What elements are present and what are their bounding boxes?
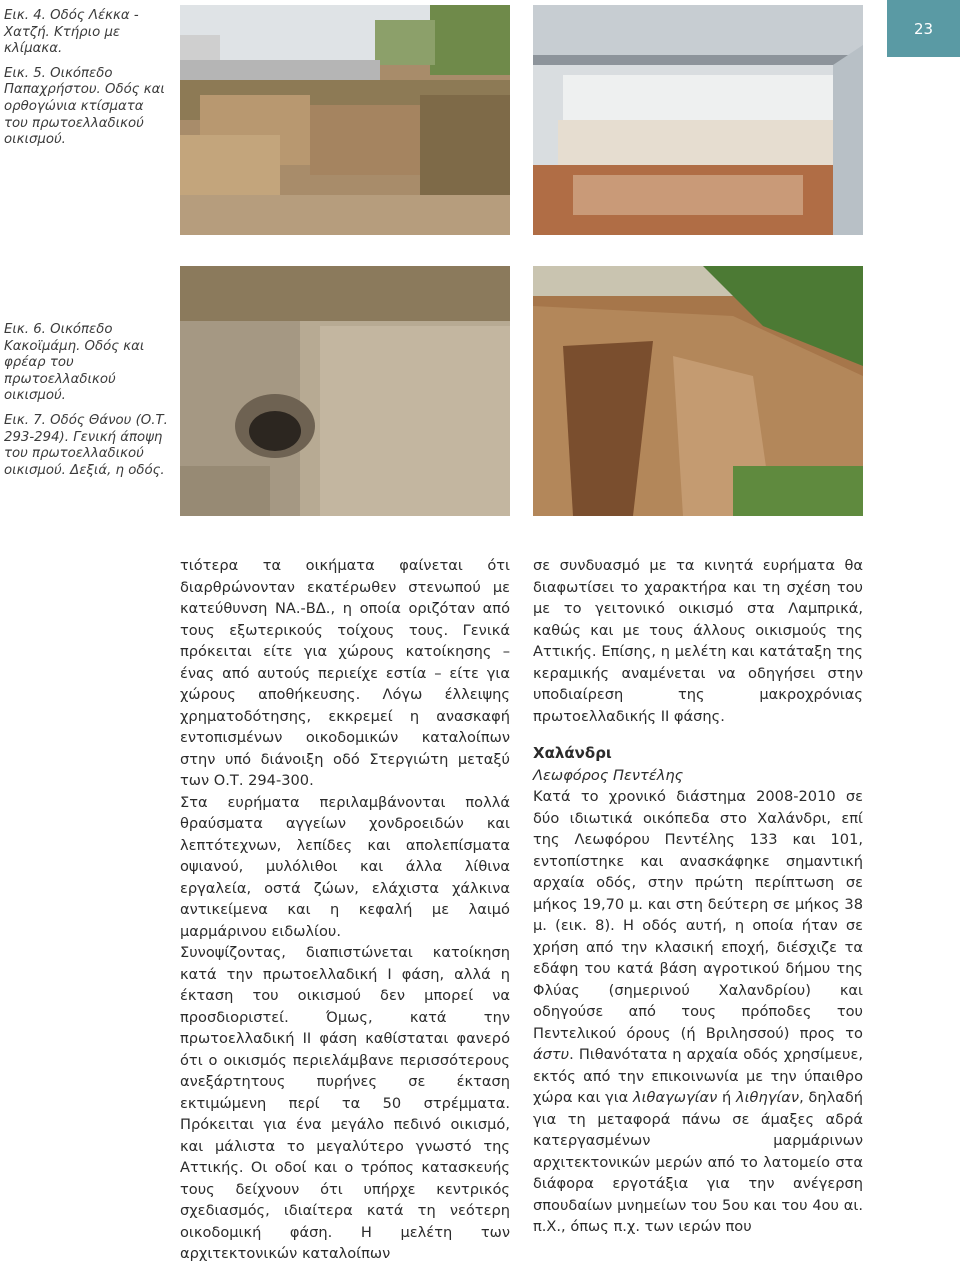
col1-paragraph-1: τιότερα τα οικήματα φαίνεται ότι διαρθρώνονταν εκατέρωθεν στενωπού με κατεύθυνση ΝΑ.-ΒΔ., η οποία οριζόταν από τους εξωτερικούς τοίχους τους. Γενικά πρόκειται είτε για χώρους κατοίκησης – ένας από αυτούς περιείχε εστία – είτε για χώρους αποθήκευσης. Λόγω έλλειψης χρηματοδότησης, εκκρεμεί η ανασκαφή εντοπισμένων οικοδομικών καταλοίπων στην υπό διάνοιξη οδό Στεργιώτη μεταξύ των Ο.Τ. 294-300. — [180, 557, 510, 789]
col2-para2-lith2: λιθηγίαν — [735, 1089, 800, 1106]
section-heading: Χαλάνδρι — [533, 744, 612, 762]
col1-paragraph-2: Στα ευρήματα περιλαμβάνονται πολλά θραύσματα αγγείων χονδροειδών και λεπτότεχνων, λεπίδες και απολεπίσματα οψιανού, μυλόλιθοι και άλλα λίθινα εργαλεία, οστά ζώων, ελάχιστα χάλκινα αντικείμενα και η κεφαλή με λαιμό μαρμάρινου ειδωλίου. — [180, 793, 510, 940]
caption-fig7: Εικ. 7. Οδός Θάνου (Ο.Τ. 293-294). Γενική άποψη του πρωτοελλαδικού οικισμού. Δεξιά, η οδός. — [4, 412, 168, 478]
col2-para2-part-a: Κατά το χρονικό διάστημα 2008-2010 σε δύο ιδιωτικά οικόπεδα στο Χαλάνδρι, επί της Λεωφόρου Πεντέλης 133 και 101, εντοπίστηκε και ανασκάφηκε σημαντική αρχαία οδός, στην πρώτη περίπτωση σε μήκος 19,70 μ. και στη δεύτερη σε μήκος 38 μ. (εικ. 8). Η οδός αυτή, η οποία ήταν σε χρήση από την κλασική εποχή, διέσχιζε τα εδάφη του κατά βάση αγροτικού δήμου της Φλύας (σημερινού Χαλανδρίου) και οδηγούσε από τους πρόποδες του Πεντελικού όρους (ή Βριλησσού) προς το — [533, 788, 863, 1042]
section-subheading: Λεωφόρος Πεντέλης — [533, 766, 684, 784]
text-column-2 — [533, 555, 863, 1238]
photo-fig7 — [533, 266, 863, 516]
photo-fig4 — [180, 5, 510, 235]
col2-paragraph-2 — [533, 786, 863, 1238]
col2-para2-or: ή — [717, 1089, 736, 1106]
col2-paragraph-1: σε συνδυασμό με τα κινητά ευρήματα θα διαφωτίσει το χαρακτήρα και τη σχέση του με το γειτονικό οικισμό στα Λαμπρικά, καθώς και με τους άλλους οικισμούς της Αττικής. Επίσης, η μελέτη και κατάταξη της κεραμικής αναμένεται να οδηγήσει στην υποδιαίρεση της μακροχρόνιας πρωτοελλαδικής ΙΙ φάσης. — [533, 557, 863, 725]
captions-top — [4, 8, 169, 157]
page-number: 23 — [887, 0, 960, 57]
photo-fig5 — [533, 5, 863, 235]
col2-para2-astu: άστυ — [533, 1046, 570, 1063]
col1-paragraph-3: Συνοψίζοντας, διαπιστώνεται κατοίκηση κατά την πρωτοελλαδική Ι φάση, αλλά η έκταση του οικισμού δεν μπορεί να προσδιοριστεί. Όμως, κατά την πρωτοελλαδική ΙΙ φάση καθίσταται φανερό ότι ο οικισμός περιελάμβανε περισσότερους ανεξάρτητους πυρήνες σε έκταση εκτιμώμενη περί τα 50 στρέμματα. Πρόκειται για ένα μεγάλο πεδινό οικισμό, και μάλιστα το μεγαλύτερο γνωστό της Αττικής. Οι οδοί και ο τρόπος κατασκευής τους δείχνουν ότι υπήρχε κεντρικός σχεδιασμός, ιδιαίτερα κατά τη νεότερη οικοδομική φάση. Η μελέτη των αρχιτεκτονικών καταλοίπων — [180, 944, 510, 1262]
caption-fig6: Εικ. 6. Οικόπεδο Κακοϊμάμη. Οδός και φρέαρ του πρωτοελλαδικού οικισμού. — [4, 322, 145, 404]
captions-bottom — [4, 322, 169, 487]
text-column-1 — [180, 555, 510, 1265]
col2-para2-part-b: . Πιθανότατα η αρχαία οδός χρησίμευε, εκτός από την επικοινωνία με την ύπαιθρο χώρα και για — [533, 1046, 863, 1106]
photo-fig6 — [180, 266, 510, 516]
caption-fig4: Εικ. 4. Οδός Λέκκα - Χατζή. Κτήριο με κλίμακα. — [4, 8, 139, 57]
caption-fig5: Εικ. 5. Οικόπεδο Παπαχρήστου. Οδός και ορθογώνια κτίσματα του πρωτοελλαδικού οικισμού. — [4, 65, 165, 148]
col2-para2-lith1: λιθαγωγίαν — [632, 1089, 718, 1106]
col2-para2-part-c: , δηλαδή για τη μεταφορά πάνω σε άμαξες αδρά κατεργασμένων μαρμάρινων αρχιτεκτονικών μερών από το λατομείο στα διάφορα εργοτάξια για την ανέγερση σπουδαίων μνημείων του 5ου και του 4ου αι. π.Χ., όπως π.χ. των ιερών που — [533, 1089, 864, 1235]
